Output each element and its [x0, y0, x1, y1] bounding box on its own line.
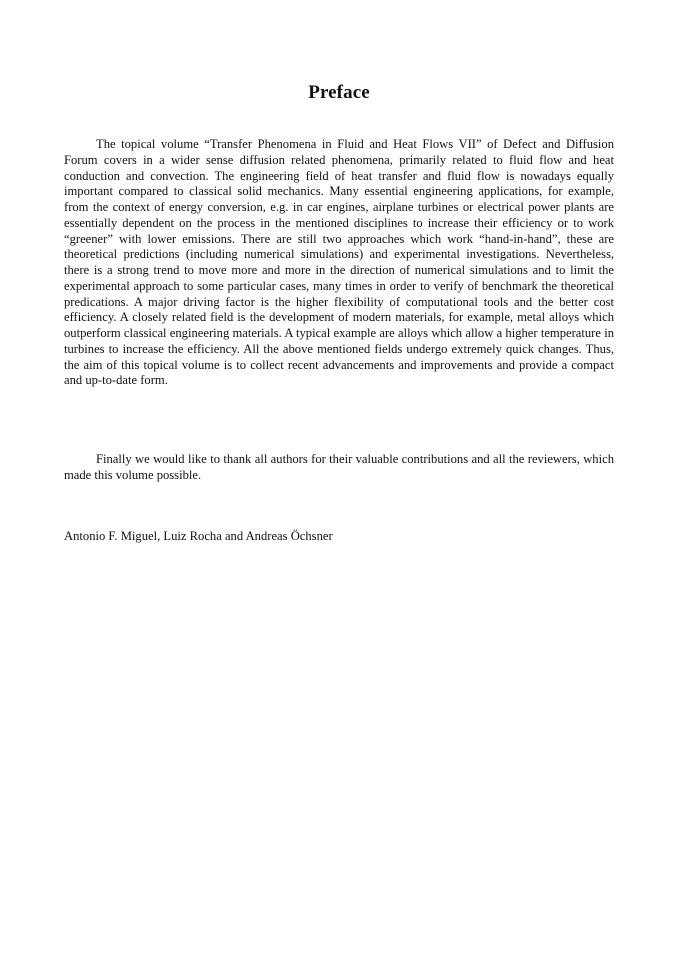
preface-paragraph-1: The topical volume “Transfer Phenomena in Fluid and Heat Flows VII” of Defect and Diffusion Forum covers in a wider sense diffusion related phenomena, primarily related to fluid flow and heat conduction and convection. The engineering field of heat transfer and fluid flow is nowadays equally important compared to classical solid mechanics. Many essential engineering applications, for example, from the context of energy conversion, e.g. in car engines, airplane turbines or electrical power plants are essentially dependent on the process in the mentioned disciplines to increase their efficiency or to work “greener” with lower emissions. There are still two approaches which work “hand-in-hand”, these are theoretical predictions (including numerical simulations) and experimental investigations. Nevertheless, there is a strong trend to move more and more in the direction of numerical simulations and to limit the experimental approach to some particular cases, many times in order to verify of benchmark the theoretical predications. A major driving factor is the higher flexibility of computational tools and the better cost efficiency. A closely related field is the development of modern materials, for example, metal alloys which outperform classical engineering materials. A typical example are alloys which allow a higher temperature in turbines to increase the efficiency. All the above mentioned fields undergo extremely quick changes. Thus, the aim of this topical volume is to collect recent advancements and improvements and provide a compact and up-to-date form. — [64, 137, 614, 388]
author-signature: Antonio F. Miguel, Luiz Rocha and Andreas Öchsner — [64, 529, 333, 543]
page-title: Preface — [308, 82, 370, 103]
preface-paragraph-2: Finally we would like to thank all authors for their valuable contributions and all the reviewers, which made this volume possible. — [64, 452, 614, 482]
